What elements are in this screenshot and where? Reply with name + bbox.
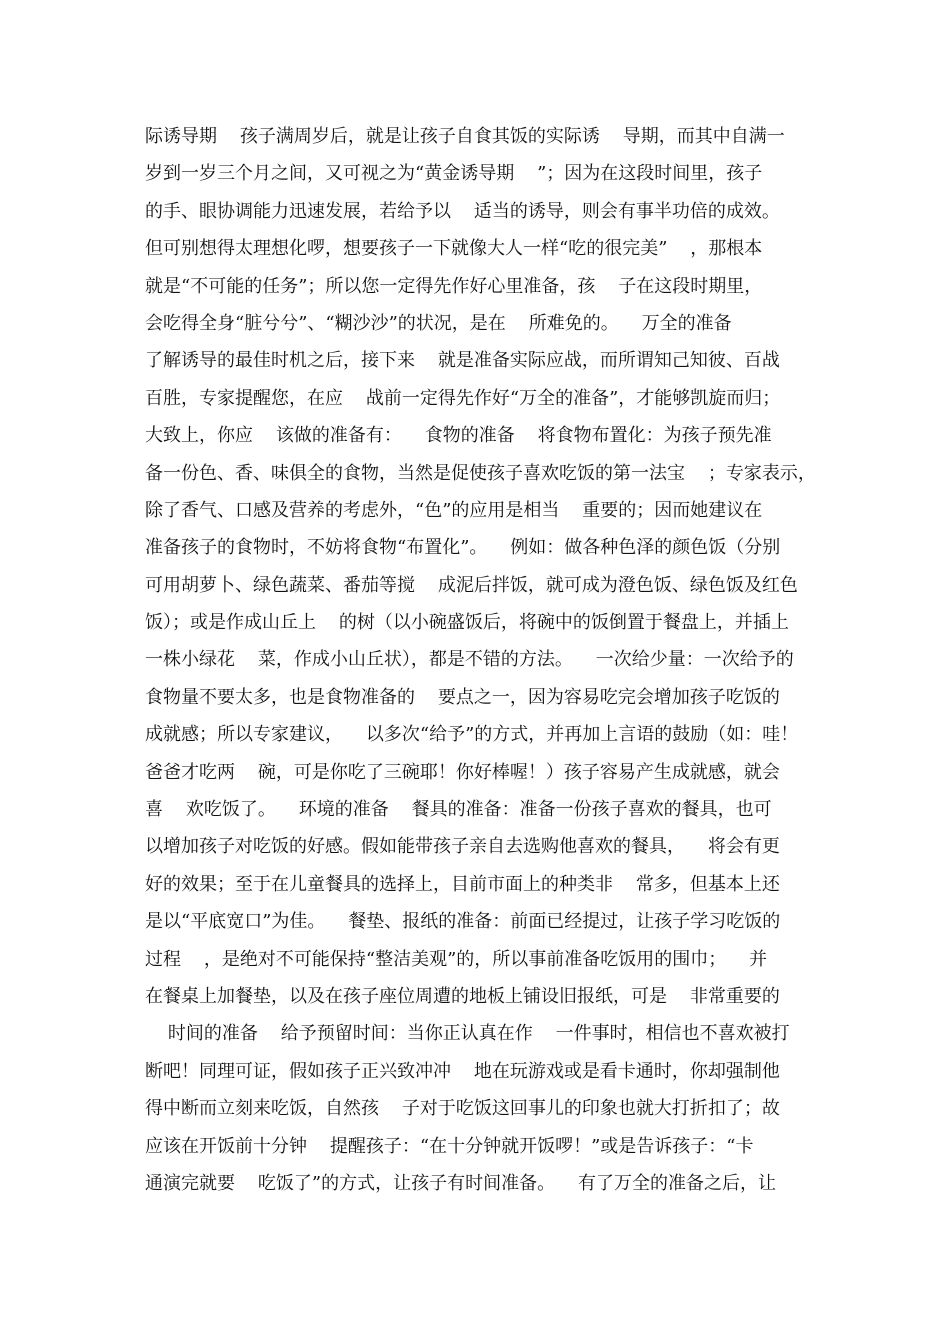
- text-line: 但可别想得太理想化啰，想要孩子一下就像大人一样“吃的很完美” ，那根本: [145, 238, 763, 260]
- text-line: 的手、眼协调能力迅速发展，若给予以 适当的诱导，则会有事半功倍的成效。: [145, 200, 780, 222]
- text-line: 通演完就要 吃饭了”的方式，让孩子有时间准备。 有了万全的准备之后，让: [145, 1172, 776, 1194]
- text-line: 过程 ，是绝对不可能保持“整洁美观”的，所以事前准备吃饭用的围巾； 并: [145, 948, 768, 970]
- text-line: 得中断而立刻来吃饭，自然孩 子对于吃饭这回事儿的印象也就大打折扣了；故: [145, 1098, 780, 1120]
- text-line: 应该在开饭前十分钟 提醒孩子：“在十分钟就开饭啰！”或是告诉孩子：“卡: [145, 1135, 754, 1157]
- text-line: 一株小绿花 菜，作成小山丘状），都是不错的方法。 一次给少量：一次给予的: [145, 649, 794, 671]
- text-line: 喜 欢吃饭了。 环境的准备 餐具的准备：准备一份孩子喜欢的餐具，也可: [145, 799, 772, 821]
- text-line: 就是“不可能的任务”；所以您一定得先作好心里准备，孩 子在这段时期里，: [145, 275, 763, 297]
- text-line: 了解诱导的最佳时机之后，接下来 就是准备实际应战，而所谓知己知彼、百战: [145, 350, 780, 372]
- text-line: 成就感；所以专家建议， 以多次“给予”的方式，并再加上言语的鼓励（如：哇！: [145, 724, 799, 746]
- text-line: 百胜，专家提醒您，在应 战前一定得先作好“万全的准备”，才能够凯旋而归；: [145, 387, 781, 409]
- body-text: [145, 118, 825, 1202]
- text-line: 是以“平底宽口”为佳。 餐垫、报纸的准备：前面已经提过，让孩子学习吃饭的: [145, 911, 781, 933]
- text-line: 大致上，你应 该做的准备有： 食物的准备 将食物布置化：为孩子预先准: [145, 425, 772, 447]
- text-line: 际诱导期 孩子满周岁后，就是让孩子自食其饭的实际诱 导期，而其中自满一: [145, 126, 785, 147]
- text-line: 除了香气、口感及营养的考虑外，“色”的应用是相当 重要的；因而她建议在: [145, 499, 763, 521]
- text-line: 准备孩子的食物时，不妨将食物“布置化”。 例如：做各种色泽的颜色饭（分别: [145, 537, 781, 559]
- text-line: 饭）；或是作成山丘上 的树（以小碗盛饭后，将碗中的饭倒置于餐盘上，并插上: [145, 612, 789, 634]
- text-line: 好的效果；至于在儿童餐具的选择上，目前市面上的种类非 常多，但基本上还: [145, 873, 780, 895]
- text-line: 岁到一岁三个月之间，又可视之为“黄金诱导期 ”；因为在这段时间里，孩子: [145, 163, 763, 185]
- text-line: 备一份色、香、味俱全的食物，当然是促使孩子喜欢吃饭的第一法宝 ；专家表示，: [145, 462, 816, 484]
- text-line: 食物量不要太多，也是食物准备的 要点之一，因为容易吃完会增加孩子吃饭的: [145, 686, 780, 708]
- text-line: 在餐桌上加餐垫，以及在孩子座位周遭的地板上铺设旧报纸，可是 非常重要的: [145, 985, 780, 1007]
- text-line: 会吃得全身“脏兮兮”、“糊沙沙”的状况，是在 所难免的。 万全的准备: [145, 312, 732, 334]
- text-line: 爸爸才吃两 碗，可是你吃了三碗耶！你好棒喔！）孩子容易产生成就感，就会: [145, 761, 780, 783]
- text-line: 可用胡萝卜、绿色蔬菜、番茄等搅 成泥后拌饭，就可成为澄色饭、绿色饭及红色: [145, 574, 798, 596]
- text-line: 断吧！同理可证，假如孩子正兴致冲冲 地在玩游戏或是看卡通时，你却强制他: [145, 1060, 780, 1082]
- text-line: 时间的准备 给予预留时间：当你正认真在作 一件事时，相信也不喜欢被打: [145, 1023, 790, 1045]
- text-line: 以增加孩子对吃饭的好感。假如能带孩子亲自去选购他喜欢的餐具， 将会有更: [145, 836, 780, 858]
